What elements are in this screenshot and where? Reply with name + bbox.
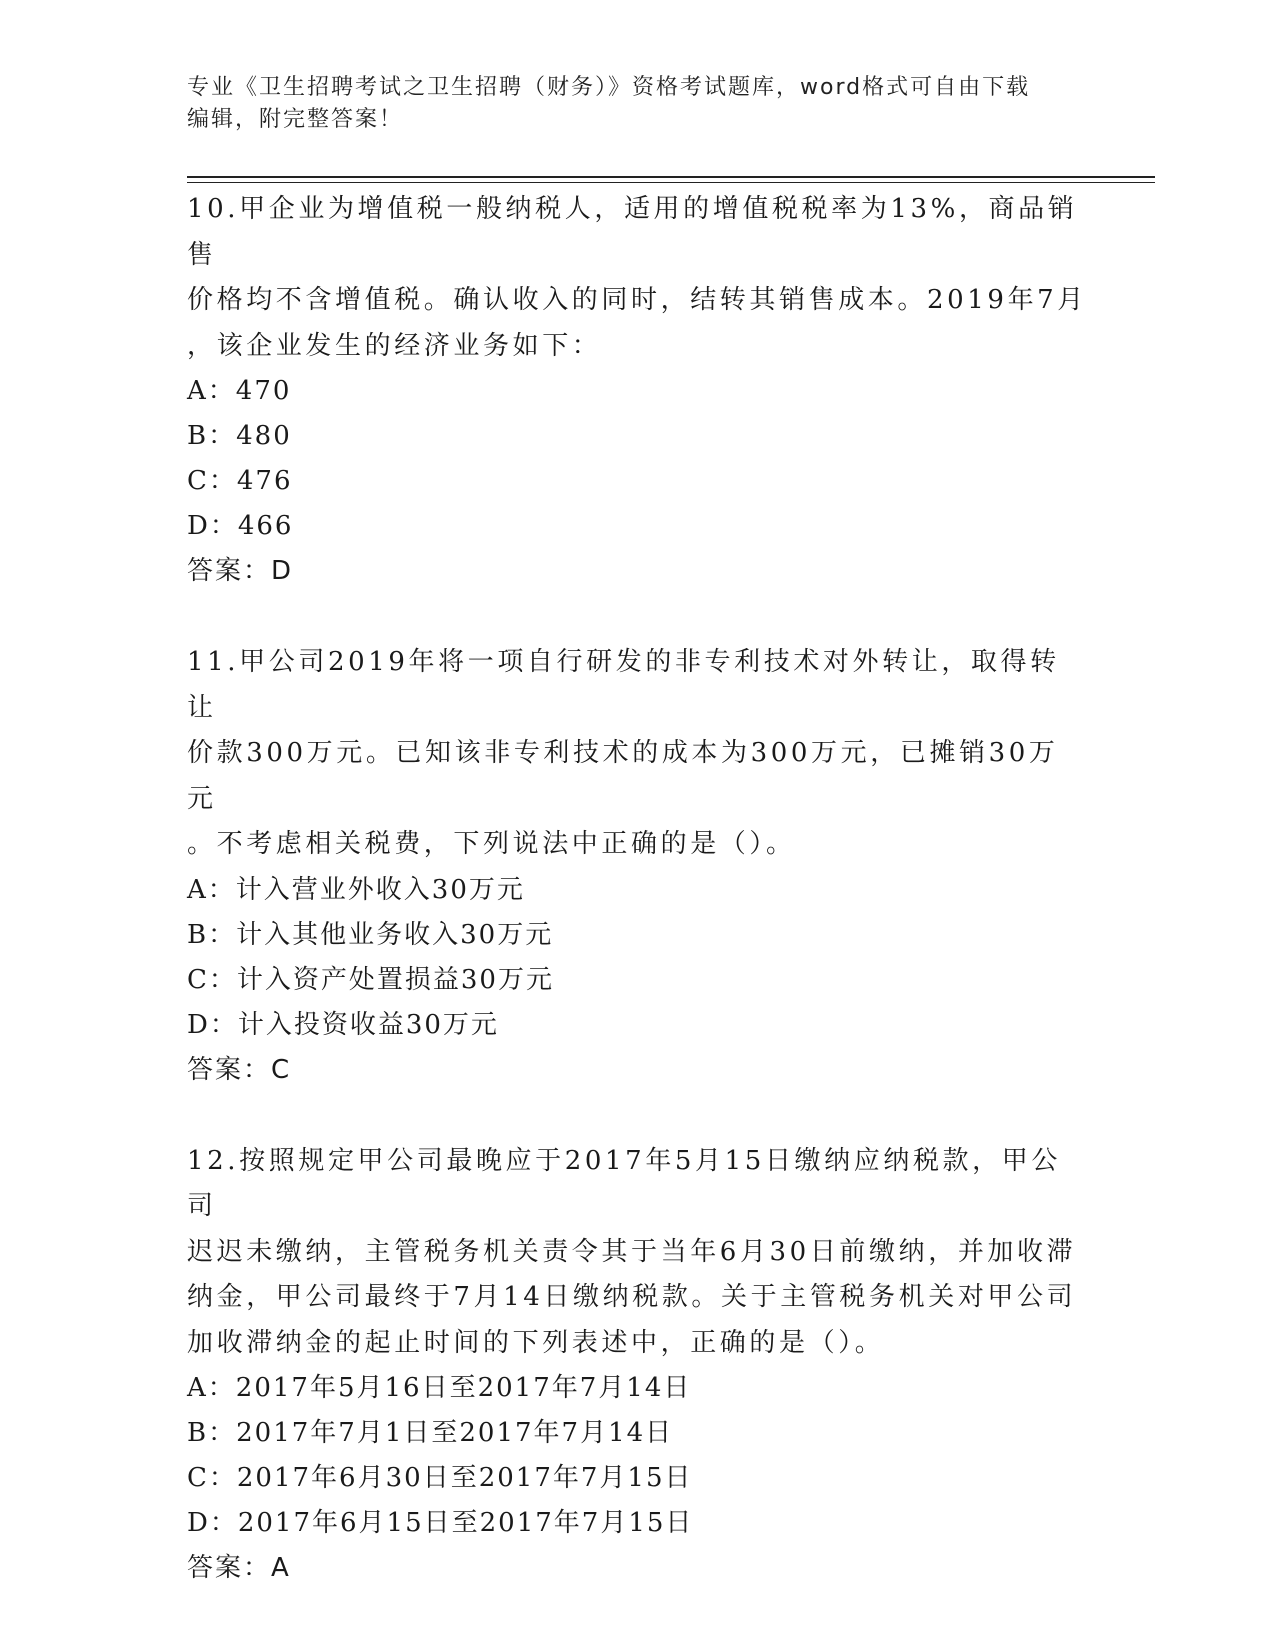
question-text-line: ，该企业发生的经济业务如下：	[187, 330, 602, 361]
question-text-line: 价格均不含增值税。确认收入的同时，结转其销售成本。2019年7月	[187, 285, 1087, 315]
option-c: C：476	[187, 466, 293, 496]
question-text-line: 。不考虑相关税费，下列说法中正确的是（）。	[187, 829, 796, 859]
option-a: A：计入营业外收入30万元	[187, 874, 525, 905]
header-divider-thin	[187, 182, 1155, 183]
question-10	[187, 187, 1087, 594]
header-divider-thick	[187, 176, 1155, 178]
answer-line: 答案：C	[187, 1054, 292, 1085]
question-text-line: 迟迟未缴纳，主管税务机关责令其于当年6月30日前缴纳，并加收滞	[187, 1236, 1077, 1267]
option-c: C：计入资产处置损益30万元	[187, 964, 554, 995]
question-12	[187, 1139, 1087, 1592]
option-b: B：2017年7月1日至2017年7月14日	[187, 1418, 674, 1448]
option-d: D：计入投资收益30万元	[187, 1009, 499, 1040]
question-text-line: 纳金，甲公司最终于7月14日缴纳税款。关于主管税务机关对甲公司	[187, 1282, 1077, 1312]
question-11	[187, 640, 1087, 1093]
question-text-line: 10.甲企业为增值税一般纳税人，适用的增值税税率为13%，商品销售	[187, 194, 1078, 270]
option-b: B：480	[187, 421, 292, 451]
option-a: A：2017年5月16日至2017年7月14日	[187, 1373, 692, 1403]
option-b: B：计入其他业务收入30万元	[187, 919, 554, 950]
option-d: D：466	[187, 511, 294, 541]
answer-line: 答案：D	[187, 556, 294, 586]
option-d: D：2017年6月15日至2017年7月15日	[187, 1508, 694, 1538]
answer-line: 答案：A	[187, 1553, 291, 1583]
question-text-line: 11.甲公司2019年将一项自行研发的非专利技术对外转让，取得转让	[187, 647, 1060, 723]
option-a: A：470	[187, 376, 292, 406]
question-text-line: 价款300万元。已知该非专利技术的成本为300万元，已摊销30万元	[187, 738, 1059, 814]
header-line-2: 编辑，附完整答案！	[187, 107, 404, 132]
option-c: C：2017年6月30日至2017年7月15日	[187, 1463, 693, 1493]
header-line-1: 专业《卫生招聘考试之卫生招聘（财务）》资格考试题库，word格式可自由下载	[187, 75, 1031, 100]
question-list	[187, 187, 1087, 1637]
document-header	[187, 72, 1067, 136]
question-text-line: 加收滞纳金的起止时间的下列表述中，正确的是（）。	[187, 1327, 885, 1358]
question-text-line: 12.按照规定甲公司最晚应于2017年5月15日缴纳应纳税款，甲公司	[187, 1145, 1061, 1221]
